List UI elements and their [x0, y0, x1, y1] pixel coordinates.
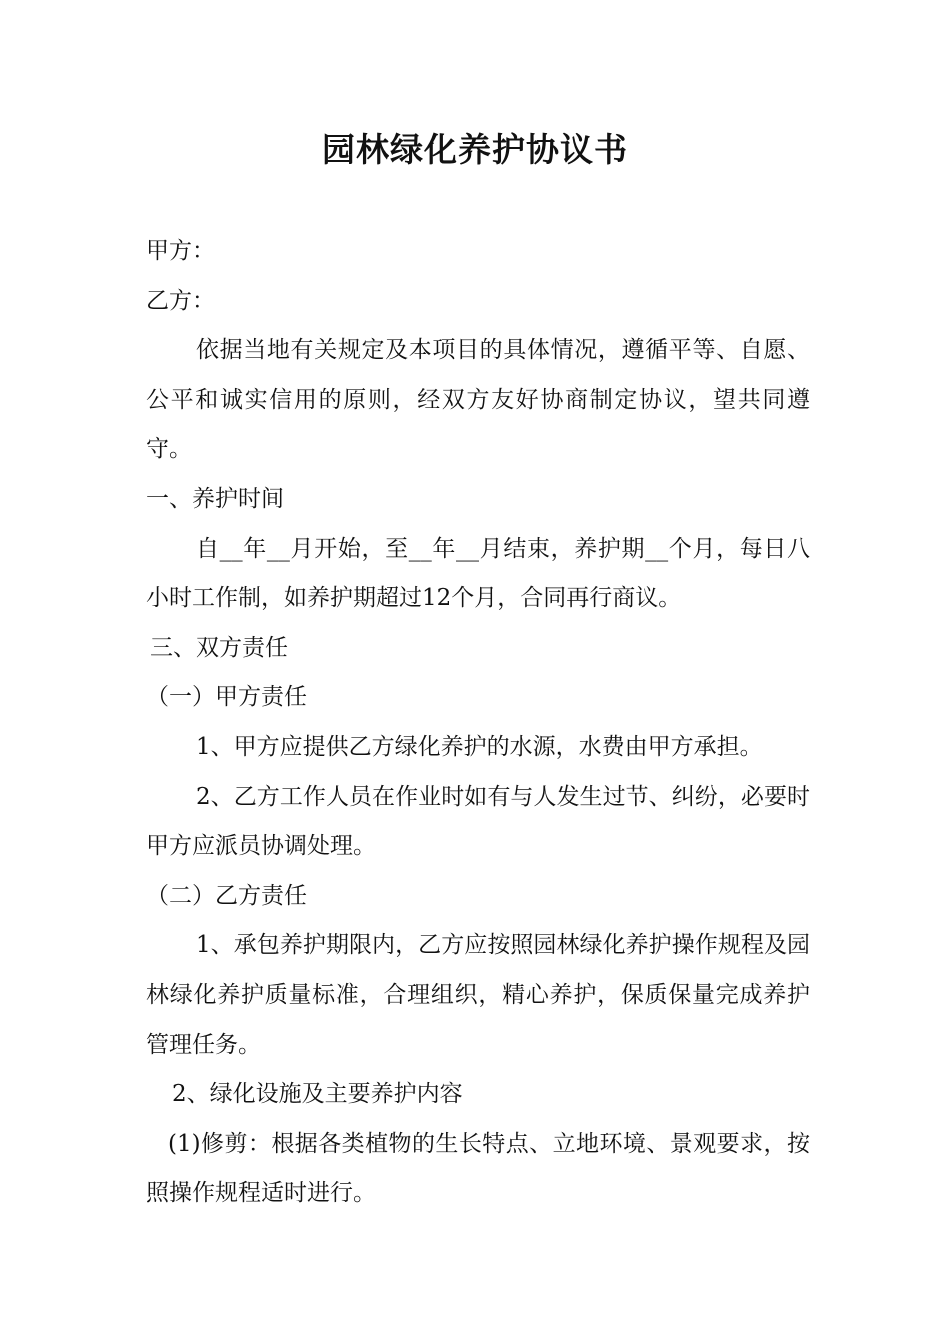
section1-body: 自__年__月开始，至__年__月结束，养护期__个月，每日八小时工作制，如养护期超过12个月，合同再行商议。 [146, 535, 810, 612]
sub1-item2: 2、乙方工作人员在作业时如有与人发生过节、纠纷，必要时甲方应派员协调处理。 [146, 783, 810, 860]
document-body [146, 227, 810, 1219]
party-b-line: 乙方： [146, 287, 215, 314]
sub2-item1: 1、承包养护期限内，乙方应按照园林绿化养护操作规程及园林绿化养护质量标准，合理组织，精心养护，保质保量完成养护管理任务。 [146, 932, 810, 1058]
sub1-item1: 1、甲方应提供乙方绿化养护的水源，水费由甲方承担。 [196, 733, 763, 760]
document-title: 园林绿化养护协议书 [322, 130, 628, 169]
sub2-item2-1: (1)修剪：根据各类植物的生长特点、立地环境、景观要求，按照操作规程适时进行。 [146, 1130, 810, 1207]
sub2-heading: （二）乙方责任 [146, 882, 307, 909]
party-a-line: 甲方： [146, 238, 215, 264]
section1-heading: 一、养护时间 [146, 485, 284, 512]
sub2-item2: 2、绿化设施及主要养护内容 [172, 1081, 463, 1108]
section3-heading: 三、双方责任 [150, 634, 288, 661]
preamble-paragraph: 依据当地有关规定及本项目的具体情况，遵循平等、自愿、公平和诚实信用的原则，经双方友好协商制定协议，望共同遵守。 [146, 337, 810, 463]
sub1-heading: （一）甲方责任 [146, 684, 307, 711]
